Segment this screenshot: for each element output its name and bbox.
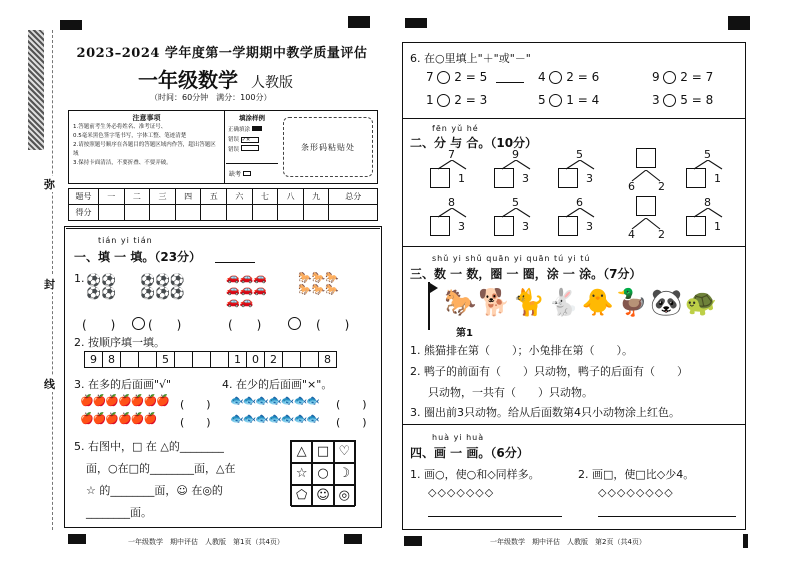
draw-answer-line[interactable] (598, 516, 736, 517)
moon-icon: ☽ (334, 463, 355, 485)
score-header-cell: 四 (175, 189, 201, 205)
ball-icon: ⚽⚽⚽ (140, 286, 185, 300)
fill-wrong-1: 错误 ✓✕ (228, 135, 276, 143)
answer-paren[interactable]: ( ) (180, 416, 211, 429)
corner-mark (60, 20, 82, 30)
corner-mark (348, 16, 370, 28)
q6-item: 3 5 = 8 (652, 93, 714, 107)
horse-icon: 🐎🐎🐎 (298, 283, 340, 296)
q6-blank-line (496, 82, 524, 83)
q6-item: 9 2 = 7 (652, 70, 714, 84)
notes-title: 注意事项 (132, 114, 161, 122)
score-value-row (69, 205, 378, 221)
q5-line: 面，○在□的________面，△在 (86, 462, 236, 475)
part-number: 3 (586, 220, 593, 233)
part-number: 6 (628, 180, 635, 193)
section-4-pinyin: huà yi huà (432, 433, 485, 442)
score-cell[interactable] (201, 205, 227, 221)
chick-icon: 🐥 (581, 288, 616, 318)
corner-mark (728, 16, 750, 30)
answer-box[interactable] (558, 216, 578, 236)
whole-number: 7 (448, 148, 455, 161)
diamonds-row-1: ◇◇◇◇◇◇◇ (428, 486, 495, 499)
s3-q2b: 只动物，一共有（ ）只动物。 (428, 386, 593, 399)
square-icon: □ (312, 441, 333, 463)
score-header-cell: 一 (99, 189, 125, 205)
operator-circle[interactable] (437, 71, 450, 84)
sequence-cell: 1 (229, 352, 247, 368)
answer-box[interactable] (430, 216, 450, 236)
part-number: 3 (522, 172, 529, 185)
operator-circle[interactable] (549, 94, 562, 107)
score-header-row (69, 189, 378, 205)
part-number: 3 (458, 220, 465, 233)
operator-circle[interactable] (663, 94, 676, 107)
corner-mark (344, 534, 362, 544)
s3-q3: 3. 圈出前3只动物。给从后面数第4只小动物涂上红色。 (410, 406, 680, 419)
score-header-cell: 三 (150, 189, 176, 205)
part-number: 1 (714, 172, 721, 185)
section-4-title: 四、画 一 画。（6分） (410, 446, 529, 460)
score-header-cell: 总分 (329, 189, 378, 205)
section-2-pinyin: fēn yǔ hé (432, 124, 479, 133)
answer-box[interactable] (430, 168, 450, 188)
s3-q2a: 2. 鸭子的前面有（ ）只动物，鸭子的后面有（ ） (410, 365, 688, 378)
answer-box[interactable] (636, 196, 656, 216)
answer-paren[interactable]: ( ) (336, 416, 367, 429)
animal-row (444, 288, 719, 318)
corner-mark (404, 536, 422, 546)
subject-name: 一年级数学 (138, 68, 238, 92)
part-number: 1 (714, 220, 721, 233)
fill-wrong-2: 错误 (228, 145, 276, 153)
right-footer: 一年级数学 期中评估 人教版 第2页（共4页） (490, 538, 646, 546)
whole-number: 9 (512, 148, 519, 161)
q6-item: 7 2 = 5 (426, 70, 488, 84)
seal-char-3: 线 (44, 378, 55, 391)
notes-line: 2.请按照题号顺序在各题目的答题区域内作答，超出答题区域 (73, 142, 216, 157)
car-icon: 🚗🚗 (226, 295, 254, 308)
section-divider (402, 118, 746, 119)
draw-answer-line[interactable] (428, 516, 562, 517)
section-1-pinyin: tián yi tián (98, 236, 153, 245)
part-number: 2 (658, 228, 665, 241)
exam-header-title: 2023–2024 学年度第一学期期中教学质量评估 (76, 46, 368, 61)
answer-paren[interactable]: ( ) (82, 318, 116, 332)
whole-number: 5 (576, 148, 583, 161)
answer-box[interactable] (494, 216, 514, 236)
operator-circle[interactable] (663, 71, 676, 84)
sequence-cell: 5 (157, 352, 175, 368)
q6-text: 6. 在○里填上"＋"或"－" (410, 52, 531, 65)
s4-q1: 1. 画○，使○和◇同样多。 (410, 468, 540, 481)
q5-line: 5. 右图中，□ 在 △的________ (74, 440, 224, 453)
missing-exam-box: 缺考 (226, 163, 278, 183)
sequence-cell: 8 (103, 352, 121, 368)
corner-mark (743, 534, 748, 548)
operator-circle[interactable] (549, 71, 562, 84)
score-cell[interactable] (227, 205, 253, 221)
corner-mark (68, 534, 86, 544)
q4-text: 4. 在少的后面画"×"。 (222, 378, 333, 391)
sequence-cell: 8 (319, 352, 337, 368)
answer-paren[interactable]: ( ) (148, 318, 182, 332)
ball-icon: ⚽⚽ (86, 273, 116, 287)
answer-paren[interactable]: ( ) (228, 318, 262, 332)
score-row-label: 得分 (69, 205, 99, 221)
score-header-cell: 五 (201, 189, 227, 205)
part-number: 4 (628, 228, 635, 241)
ball-icon: ⚽⚽⚽ (140, 273, 185, 287)
score-header-cell: 六 (227, 189, 253, 205)
operator-circle[interactable] (437, 94, 450, 107)
score-header-cell: 二 (124, 189, 150, 205)
sequence-cell: 2 (265, 352, 283, 368)
part-number: 1 (458, 172, 465, 185)
answer-box[interactable] (558, 168, 578, 188)
score-header-cell: 题号 (69, 189, 99, 205)
fill-example-title: 填涂样例 (239, 114, 265, 122)
whole-number: 5 (704, 148, 711, 161)
score-header-cell: 九 (303, 189, 329, 205)
subject-title (138, 64, 293, 93)
ball-icon: ⚽⚽ (86, 286, 116, 300)
part-number: 3 (586, 172, 593, 185)
car-icon: 🚗🚗🚗 (226, 283, 268, 296)
score-cell[interactable] (150, 205, 176, 221)
q5-line: ________面。 (86, 506, 152, 519)
seal-char-2: 封 (44, 278, 55, 291)
split-combine-area (402, 148, 746, 244)
s4-q2: 2. 画□，使□比◇少4。 (578, 468, 695, 481)
notes-line: 0.5毫米黑色签字笔书写，字体工整、笔迹清楚 (73, 133, 187, 139)
q2-text: 2. 按顺序填一填。 (74, 336, 165, 349)
q6-item: 1 2 = 3 (426, 93, 488, 107)
score-cell[interactable] (278, 205, 304, 221)
panda-icon: 🐼 (650, 288, 685, 318)
turtle-icon: 🐢 (684, 288, 719, 318)
q1-label: 1. (74, 272, 85, 285)
section-divider (402, 246, 746, 247)
barcode-text: 条形码粘贴处 (301, 142, 355, 152)
star-icon: ☆ (291, 463, 312, 485)
s3-q1: 1. 熊猫排在第（ ）；小兔排在第（ ）。 (410, 344, 633, 357)
sequence-cell: 9 (85, 352, 103, 368)
horse-icon: 🐎🐎🐎 (298, 271, 340, 284)
whole-number: 6 (576, 196, 583, 209)
answer-paren[interactable]: ( ) (180, 398, 211, 411)
apples-row-1: 🍎🍎🍎🍎🍎🍎🍎 (80, 394, 169, 407)
score-cell[interactable] (329, 205, 378, 221)
left-footer: 一年级数学 期中评估 人教版 第1页（共4页） (128, 538, 284, 546)
fish-row-2: 🐟🐟🐟🐟🐟🐟🐟 (230, 412, 319, 425)
score-cell[interactable] (175, 205, 201, 221)
q5-line: ☆ 的________面，☺ 在◎的 (86, 484, 223, 497)
circle-icon: ○ (312, 463, 333, 485)
q6-item: 4 2 = 6 (538, 70, 600, 84)
score-cell[interactable] (99, 205, 125, 221)
barcode-area (283, 117, 373, 177)
horse-icon: 🐎 (444, 288, 479, 318)
score-cell[interactable] (252, 205, 278, 221)
answer-paren[interactable]: ( ) (316, 318, 350, 332)
answer-box[interactable] (686, 168, 706, 188)
notes-line: 1.答题前考生务必将姓名、准考证号、 (73, 124, 167, 130)
heart-icon: ♡ (334, 441, 355, 463)
dog-icon: 🐕 (478, 288, 513, 318)
notes-line: 3.保持卡面清洁，不要折叠、不要弄破。 (73, 160, 172, 166)
triangle-icon: △ (291, 441, 312, 463)
left-answer-frame (64, 226, 382, 528)
score-header-cell: 七 (252, 189, 278, 205)
car-icon: 🚗🚗🚗 (226, 271, 268, 284)
q6-item: 5 1 = 4 (538, 93, 600, 107)
cat-icon: 🐈 (512, 288, 548, 318)
section-3-pinyin: shǔ yi shǔ quān yi quān tú yi tú (432, 254, 591, 263)
duck-icon: 🦆 (615, 288, 651, 318)
section-divider (402, 424, 746, 425)
rabbit-icon: 🐇 (547, 288, 582, 318)
seal-char-1: 弥 (44, 178, 55, 191)
whole-number: 8 (448, 196, 455, 209)
notes-box (69, 111, 225, 183)
fill-correct: 正确填涂 (228, 125, 276, 133)
smiley-icon: ☺ (312, 485, 333, 507)
corner-mark (405, 18, 427, 28)
apples-row-2: 🍎🍎🍎🍎🍎🍎 (80, 412, 157, 425)
fish-row-1: 🐟🐟🐟🐟🐟🐟🐟 (230, 394, 319, 407)
diamonds-row-2: ◇◇◇◇◇◇◇◇ (598, 486, 674, 499)
section-3-title: 三、数 一 数，圈 一 圈，涂 一 涂。（7分） (410, 267, 642, 281)
notes-panel (68, 110, 378, 184)
binding-strip (28, 30, 44, 150)
target-icon: ◎ (334, 485, 355, 507)
flag-pennant (430, 283, 438, 293)
section-1-title: 一、填 一 填。（23分） (74, 250, 202, 264)
whole-number: 5 (512, 196, 519, 209)
fill-example-box (226, 111, 278, 161)
time-score-line: （时间：60分钟 满分：100分） (150, 93, 272, 102)
section-2-title: 二、分 与 合。（10分） (410, 136, 538, 150)
answer-paren[interactable]: ( ) (336, 398, 367, 411)
part-number: 3 (522, 220, 529, 233)
pentagon-icon: ⬠ (291, 485, 312, 507)
edition-label: 人教版 (250, 75, 293, 91)
score-cell[interactable] (124, 205, 150, 221)
part-number: 2 (658, 180, 665, 193)
sequence-cell: 0 (247, 352, 265, 368)
first-label: 第1 (456, 328, 473, 339)
score-cell[interactable] (303, 205, 329, 221)
whole-number: 8 (704, 196, 711, 209)
answer-box[interactable] (686, 216, 706, 236)
answer-box[interactable] (494, 168, 514, 188)
score-header-cell: 八 (278, 189, 304, 205)
q3-text: 3. 在多的后面画"√" (74, 378, 172, 391)
answer-box[interactable] (636, 148, 656, 168)
score-table (68, 188, 378, 221)
